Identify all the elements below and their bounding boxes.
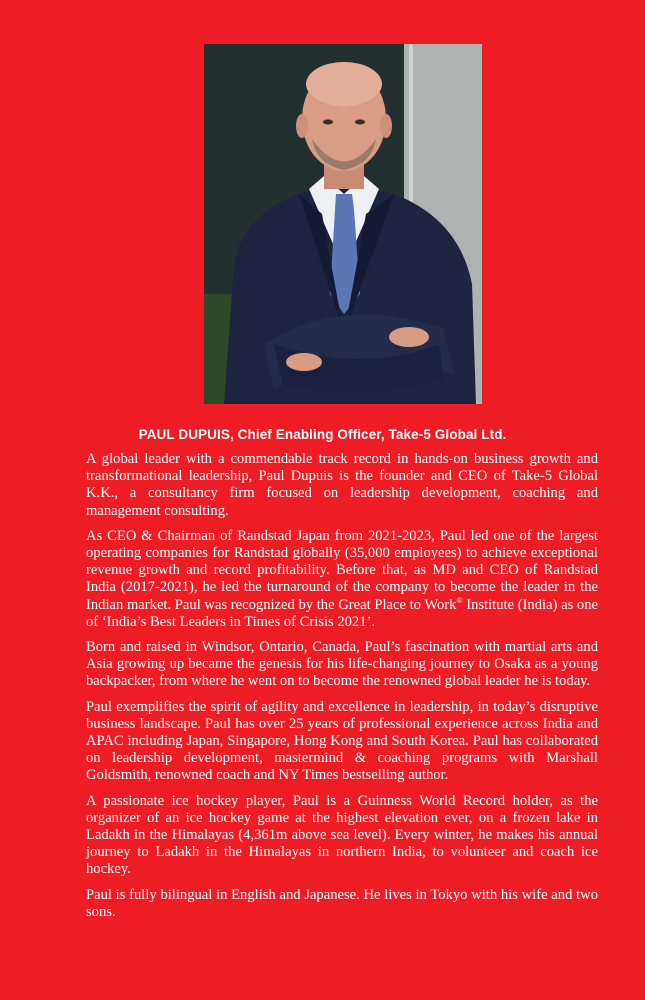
portrait-illustration [204, 44, 482, 404]
bio-paragraph: Born and raised in Windsor, Ontario, Canada, Paul’s fascination with martial arts and Asia growing up became the genesis for his life-changing journey to Osaka as a young backpacker, from where he went on to become the renowned global leader he is today. [86, 639, 598, 690]
bio-paragraph: Paul exemplifies the spirit of agility and excellence in leadership, in today’s disruptive business landscape. Paul has over 25 years of professional experience across India and APAC including Japan, Singapore, Hong Kong and South Korea. Paul has collaborated on leadership development, mastermind & coaching programs with Marshall Goldsmith, renowned coach and NY Times bestselling author. [86, 698, 598, 784]
bio-paragraph [86, 528, 598, 631]
author-caption: PAUL DUPUIS, Chief Enabling Officer, Take-5 Global Ltd. [138, 427, 507, 442]
author-bio [86, 451, 598, 929]
bio-paragraph: A global leader with a commendable track record in hands-on business growth and transformational leadership, Paul Dupuis is the founder and CEO of Take-5 Global K.K., a consultancy firm focused on leadership development, coaching and management consulting. [86, 451, 598, 519]
bio-text: As CEO & Chairman of Randstad Japan from 2021-2023, Paul led one of the largest operating companies for Randstad globally (35,000 employees) to achieve exceptional revenue growth and record profitability. Before that, as MD and CEO of Randstad India (2017-2021), he led the turnaround of the company to become the leader in the Indian market. Paul was recognized by the Great Place to Work [86, 527, 598, 613]
bio-paragraph: A passionate ice hockey player, Paul is a Guinness World Record holder, as the organizer of an ice hockey game at the highest elevation ever, on a frozen lake in Ladakh in the Himalayas (4,361m above sea level). Every winter, he makes his annual journey to Ladakh in the Himalayas in northern India, to volunteer and coach ice hockey. [86, 792, 598, 878]
bio-text: Institute (India) as one of ‘India’s Best Leaders in Times of Crisis 2021’. [86, 596, 598, 630]
bio-paragraph: Paul is fully bilingual in English and Japanese. He lives in Tokyo with his wife and two sons. [86, 886, 598, 920]
author-photo [204, 44, 482, 404]
registered-mark: ® [456, 595, 463, 605]
